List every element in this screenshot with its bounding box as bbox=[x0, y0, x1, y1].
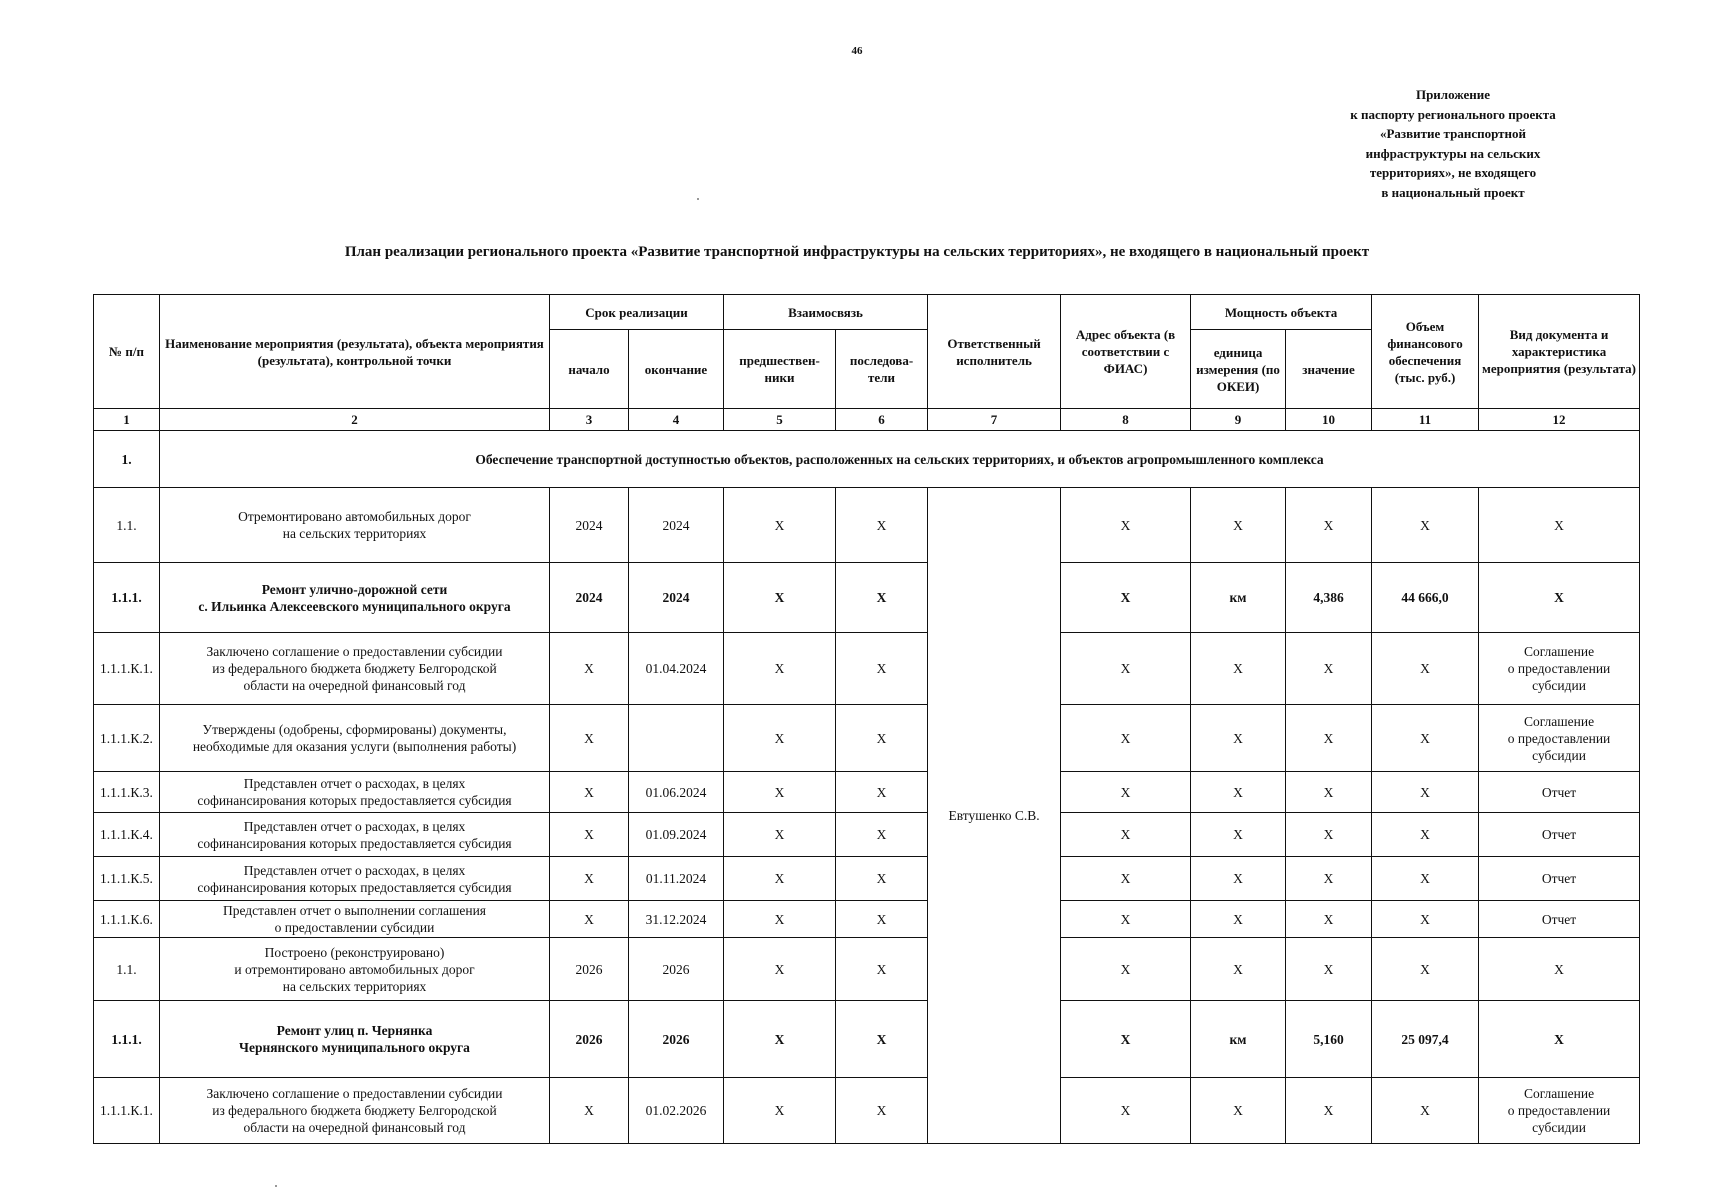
row-name bbox=[160, 772, 550, 813]
row-name-line: софинансирования которых предоставляется субсидия bbox=[197, 793, 512, 808]
header-value: значение bbox=[1286, 330, 1372, 409]
column-number: 11 bbox=[1372, 409, 1479, 431]
scan-speck bbox=[275, 1185, 277, 1187]
row-number: 1.1.1. bbox=[94, 1001, 160, 1078]
row-name-line: необходимые для оказания услуги (выполнения работы) bbox=[192, 739, 517, 754]
row-unit: X bbox=[1191, 857, 1286, 901]
row-end bbox=[629, 705, 724, 772]
row-predecessors: X bbox=[724, 813, 836, 857]
header-name: Наименование мероприятия (результата), объекта мероприятия (результата), контрольной точки bbox=[160, 295, 550, 409]
row-successors: X bbox=[836, 488, 928, 563]
appendix-line: «Развитие транспортной bbox=[1379, 126, 1527, 141]
row-address: X bbox=[1061, 772, 1191, 813]
row-doc-type-line: X bbox=[1554, 1031, 1564, 1047]
row-address: X bbox=[1061, 1078, 1191, 1144]
section-title: Обеспечение транспортной доступностью объектов, расположенных на сельских территориях, и объектов агропромышленного комплекса bbox=[160, 431, 1640, 488]
column-number-row bbox=[94, 409, 1640, 431]
row-number: 1.1.1.К.4. bbox=[94, 813, 160, 857]
table-row bbox=[94, 1078, 1640, 1144]
row-name bbox=[160, 1001, 550, 1078]
row-predecessors: X bbox=[724, 938, 836, 1001]
row-address: X bbox=[1061, 813, 1191, 857]
row-end: 01.09.2024 bbox=[629, 813, 724, 857]
row-name-line: софинансирования которых предоставляется субсидия bbox=[197, 879, 512, 895]
row-number: 1.1. bbox=[94, 938, 160, 1001]
header-num: № п/п bbox=[94, 295, 160, 409]
header-relation: Взаимосвязь bbox=[724, 295, 928, 330]
row-predecessors: X bbox=[724, 563, 836, 633]
row-doc-type-line: субсидии bbox=[1532, 678, 1586, 693]
row-doc-type-line: Соглашение bbox=[1523, 1086, 1595, 1101]
row-name-line: Представлен отчет о расходах, в целях bbox=[243, 776, 466, 791]
row-funding: X bbox=[1372, 705, 1479, 772]
row-successors: X bbox=[836, 772, 928, 813]
column-number: 9 bbox=[1191, 409, 1286, 431]
row-name-line: Заключено соглашение о предоставлении субсидии bbox=[206, 644, 503, 659]
row-doc-type-line: Соглашение bbox=[1523, 713, 1595, 729]
row-unit: X bbox=[1191, 901, 1286, 938]
row-doc-type bbox=[1479, 813, 1640, 857]
row-unit: X bbox=[1191, 813, 1286, 857]
header-end: окончание bbox=[629, 330, 724, 409]
row-number: 1.1.1.К.3. bbox=[94, 772, 160, 813]
row-value: X bbox=[1286, 1078, 1372, 1144]
plan-table bbox=[93, 294, 1640, 1144]
row-doc-type bbox=[1479, 705, 1640, 772]
row-funding: X bbox=[1372, 857, 1479, 901]
row-doc-type bbox=[1479, 1001, 1640, 1078]
column-number: 8 bbox=[1061, 409, 1191, 431]
row-name bbox=[160, 633, 550, 705]
table-row bbox=[94, 857, 1640, 901]
table-row bbox=[94, 901, 1640, 938]
row-end: 2024 bbox=[629, 563, 724, 633]
row-end: 01.04.2024 bbox=[629, 633, 724, 705]
appendix-line: к паспорту регионального проекта bbox=[1350, 106, 1556, 122]
row-name-line: Построено (реконструировано) bbox=[264, 944, 445, 960]
responsible-person: Евтушенко С.В. bbox=[928, 488, 1061, 1144]
row-successors: X bbox=[836, 633, 928, 705]
row-successors: X bbox=[836, 813, 928, 857]
scan-speck bbox=[697, 198, 699, 200]
row-successors: X bbox=[836, 901, 928, 938]
row-doc-type-line: X bbox=[1554, 961, 1564, 977]
row-predecessors: X bbox=[724, 1078, 836, 1144]
row-funding: X bbox=[1372, 813, 1479, 857]
row-predecessors: X bbox=[724, 857, 836, 901]
row-number: 1.1.1.К.2. bbox=[94, 705, 160, 772]
row-name-line: Ремонт улично-дорожной сети bbox=[261, 581, 448, 597]
row-start: X bbox=[550, 813, 629, 857]
row-name bbox=[160, 813, 550, 857]
table-row bbox=[94, 563, 1640, 633]
row-end: 2024 bbox=[629, 488, 724, 563]
row-name-line: из федерального бюджета бюджету Белгородской bbox=[212, 661, 497, 676]
row-predecessors: X bbox=[724, 1001, 836, 1078]
column-number: 7 bbox=[928, 409, 1061, 431]
row-number: 1.1.1. bbox=[94, 563, 160, 633]
row-start: 2024 bbox=[550, 488, 629, 563]
appendix-line: Приложение bbox=[1415, 87, 1491, 102]
row-doc-type bbox=[1479, 772, 1640, 813]
row-name-line: и отремонтировано автомобильных дорог bbox=[234, 961, 475, 977]
row-address: X bbox=[1061, 563, 1191, 633]
row-doc-type bbox=[1479, 857, 1640, 901]
row-start: 2026 bbox=[550, 938, 629, 1001]
row-funding: 44 666,0 bbox=[1372, 563, 1479, 633]
row-doc-type bbox=[1479, 901, 1640, 938]
row-end: 2026 bbox=[629, 1001, 724, 1078]
row-address: X bbox=[1061, 901, 1191, 938]
row-start: X bbox=[550, 633, 629, 705]
table-row bbox=[94, 488, 1640, 563]
row-name bbox=[160, 1078, 550, 1144]
row-number: 1.1.1.К.5. bbox=[94, 857, 160, 901]
table-row bbox=[94, 1001, 1640, 1078]
row-doc-type-line: Отчет bbox=[1541, 871, 1577, 886]
row-name-line: из федерального бюджета бюджету Белгородской bbox=[212, 1103, 497, 1118]
row-name-line: о предоставлении субсидии bbox=[274, 920, 435, 935]
row-value: 5,160 bbox=[1286, 1001, 1372, 1078]
row-unit: км bbox=[1191, 563, 1286, 633]
appendix-line: инфраструктуры на сельских bbox=[1365, 145, 1541, 161]
table-row bbox=[94, 633, 1640, 705]
header-period: Срок реализации bbox=[550, 295, 724, 330]
column-number: 3 bbox=[550, 409, 629, 431]
row-funding: X bbox=[1372, 633, 1479, 705]
row-predecessors: X bbox=[724, 772, 836, 813]
appendix-note bbox=[1318, 85, 1588, 202]
row-successors: X bbox=[836, 563, 928, 633]
row-value: X bbox=[1286, 901, 1372, 938]
row-value: X bbox=[1286, 633, 1372, 705]
row-name-line: Представлен отчет о выполнении соглашения bbox=[222, 903, 487, 918]
row-address: X bbox=[1061, 1001, 1191, 1078]
row-end: 01.11.2024 bbox=[629, 857, 724, 901]
row-value: 4,386 bbox=[1286, 563, 1372, 633]
row-name-line: Представлен отчет о расходах, в целях bbox=[243, 862, 466, 878]
row-successors: X bbox=[836, 705, 928, 772]
row-number: 1.1.1.К.1. bbox=[94, 1078, 160, 1144]
row-doc-type-line: X bbox=[1554, 590, 1564, 605]
appendix-line: в национальный проект bbox=[1381, 184, 1525, 200]
row-predecessors: X bbox=[724, 901, 836, 938]
row-name bbox=[160, 901, 550, 938]
row-name bbox=[160, 705, 550, 772]
table-row bbox=[94, 938, 1640, 1001]
row-end: 31.12.2024 bbox=[629, 901, 724, 938]
row-successors: X bbox=[836, 1001, 928, 1078]
row-end: 01.06.2024 bbox=[629, 772, 724, 813]
row-name-line: Утверждены (одобрены, сформированы) документы, bbox=[202, 722, 507, 737]
row-number: 1.1.1.К.1. bbox=[94, 633, 160, 705]
row-doc-type bbox=[1479, 938, 1640, 1001]
row-predecessors: X bbox=[724, 705, 836, 772]
row-doc-type-line: субсидии bbox=[1532, 1120, 1586, 1135]
row-start: 2024 bbox=[550, 563, 629, 633]
row-value: X bbox=[1286, 813, 1372, 857]
row-name-line: области на очередной финансовый год bbox=[243, 678, 466, 693]
row-doc-type bbox=[1479, 1078, 1640, 1144]
column-number: 1 bbox=[94, 409, 160, 431]
row-name-line: Заключено соглашение о предоставлении субсидии bbox=[206, 1086, 503, 1101]
row-name bbox=[160, 563, 550, 633]
appendix-line: территориях», не входящего bbox=[1369, 165, 1537, 180]
row-end: 01.02.2026 bbox=[629, 1078, 724, 1144]
row-predecessors: X bbox=[724, 633, 836, 705]
row-unit: X bbox=[1191, 705, 1286, 772]
section-number: 1. bbox=[94, 431, 160, 488]
page-number: 46 bbox=[851, 45, 863, 57]
row-doc-type-line: о предоставлении bbox=[1507, 661, 1611, 676]
row-unit: км bbox=[1191, 1001, 1286, 1078]
row-name-line: с. Ильинка Алексеевского муниципального округа bbox=[198, 598, 511, 614]
row-funding: X bbox=[1372, 938, 1479, 1001]
row-start: X bbox=[550, 857, 629, 901]
column-number: 10 bbox=[1286, 409, 1372, 431]
row-successors: X bbox=[836, 938, 928, 1001]
row-funding: 25 097,4 bbox=[1372, 1001, 1479, 1078]
header-doc-type: Вид документа и характеристика мероприятия (результата) bbox=[1479, 295, 1640, 409]
row-unit: X bbox=[1191, 772, 1286, 813]
row-start: X bbox=[550, 772, 629, 813]
column-number: 4 bbox=[629, 409, 724, 431]
row-successors: X bbox=[836, 1078, 928, 1144]
row-unit: X bbox=[1191, 938, 1286, 1001]
row-name-line: области на очередной финансовый год bbox=[243, 1120, 466, 1135]
header-unit: единица измерения (по ОКЕИ) bbox=[1191, 330, 1286, 409]
column-number: 2 bbox=[160, 409, 550, 431]
row-unit: X bbox=[1191, 633, 1286, 705]
document-title: План реализации регионального проекта «Развитие транспортной инфраструктуры на сельских территориях», не входящего в национальный проект bbox=[344, 244, 1370, 260]
header-capacity: Мощность объекта bbox=[1191, 295, 1372, 330]
header-funding: Объем финансового обеспечения (тыс. руб.) bbox=[1372, 295, 1479, 409]
row-address: X bbox=[1061, 938, 1191, 1001]
row-end: 2026 bbox=[629, 938, 724, 1001]
row-address: X bbox=[1061, 633, 1191, 705]
row-name-line: Отремонтировано автомобильных дорог bbox=[238, 509, 471, 524]
row-funding: X bbox=[1372, 901, 1479, 938]
row-name-line: на сельских территориях bbox=[282, 978, 427, 994]
row-name-line: Представлен отчет о расходах, в целях bbox=[243, 818, 466, 834]
row-value: X bbox=[1286, 857, 1372, 901]
row-doc-type-line: субсидии bbox=[1532, 747, 1586, 763]
row-address: X bbox=[1061, 857, 1191, 901]
header-successors: последова-тели bbox=[836, 330, 928, 409]
row-address: X bbox=[1061, 488, 1191, 563]
row-value: X bbox=[1286, 938, 1372, 1001]
row-name-line: на сельских территориях bbox=[282, 526, 427, 541]
row-value: X bbox=[1286, 488, 1372, 563]
table-row bbox=[94, 813, 1640, 857]
row-doc-type-line: о предоставлении bbox=[1507, 730, 1611, 746]
row-start: X bbox=[550, 901, 629, 938]
column-number: 12 bbox=[1479, 409, 1640, 431]
row-number: 1.1. bbox=[94, 488, 160, 563]
row-funding: X bbox=[1372, 488, 1479, 563]
row-start: X bbox=[550, 1078, 629, 1144]
row-doc-type bbox=[1479, 633, 1640, 705]
row-name bbox=[160, 938, 550, 1001]
row-doc-type bbox=[1479, 488, 1640, 563]
row-doc-type-line: Отчет bbox=[1541, 827, 1577, 842]
row-doc-type-line: Отчет bbox=[1541, 911, 1577, 927]
section-row bbox=[94, 431, 1640, 488]
row-funding: X bbox=[1372, 772, 1479, 813]
row-doc-type-line: Отчет bbox=[1541, 784, 1577, 800]
header-responsible: Ответственный исполнитель bbox=[928, 295, 1061, 409]
column-number: 5 bbox=[724, 409, 836, 431]
table-row bbox=[94, 705, 1640, 772]
header-row bbox=[94, 295, 1640, 330]
row-unit: X bbox=[1191, 1078, 1286, 1144]
row-doc-type-line: X bbox=[1554, 517, 1564, 533]
row-name bbox=[160, 857, 550, 901]
header-address: Адрес объекта (в соответствии с ФИАС) bbox=[1061, 295, 1191, 409]
row-number: 1.1.1.К.6. bbox=[94, 901, 160, 938]
row-name-line: Чернянского муниципального округа bbox=[239, 1040, 470, 1055]
header-start: начало bbox=[550, 330, 629, 409]
header-predecessors: предшествен-ники bbox=[724, 330, 836, 409]
row-successors: X bbox=[836, 857, 928, 901]
column-number: 6 bbox=[836, 409, 928, 431]
row-doc-type-line: о предоставлении bbox=[1507, 1103, 1611, 1118]
row-start: X bbox=[550, 705, 629, 772]
row-name bbox=[160, 488, 550, 563]
row-doc-type bbox=[1479, 563, 1640, 633]
row-value: X bbox=[1286, 705, 1372, 772]
row-name-line: Ремонт улиц п. Чернянка bbox=[276, 1023, 433, 1038]
row-start: 2026 bbox=[550, 1001, 629, 1078]
row-doc-type-line: Соглашение bbox=[1523, 644, 1595, 659]
row-address: X bbox=[1061, 705, 1191, 772]
row-name-line: софинансирования которых предоставляется субсидия bbox=[197, 835, 512, 851]
row-value: X bbox=[1286, 772, 1372, 813]
row-funding: X bbox=[1372, 1078, 1479, 1144]
row-unit: X bbox=[1191, 488, 1286, 563]
row-predecessors: X bbox=[724, 488, 836, 563]
table-row bbox=[94, 772, 1640, 813]
